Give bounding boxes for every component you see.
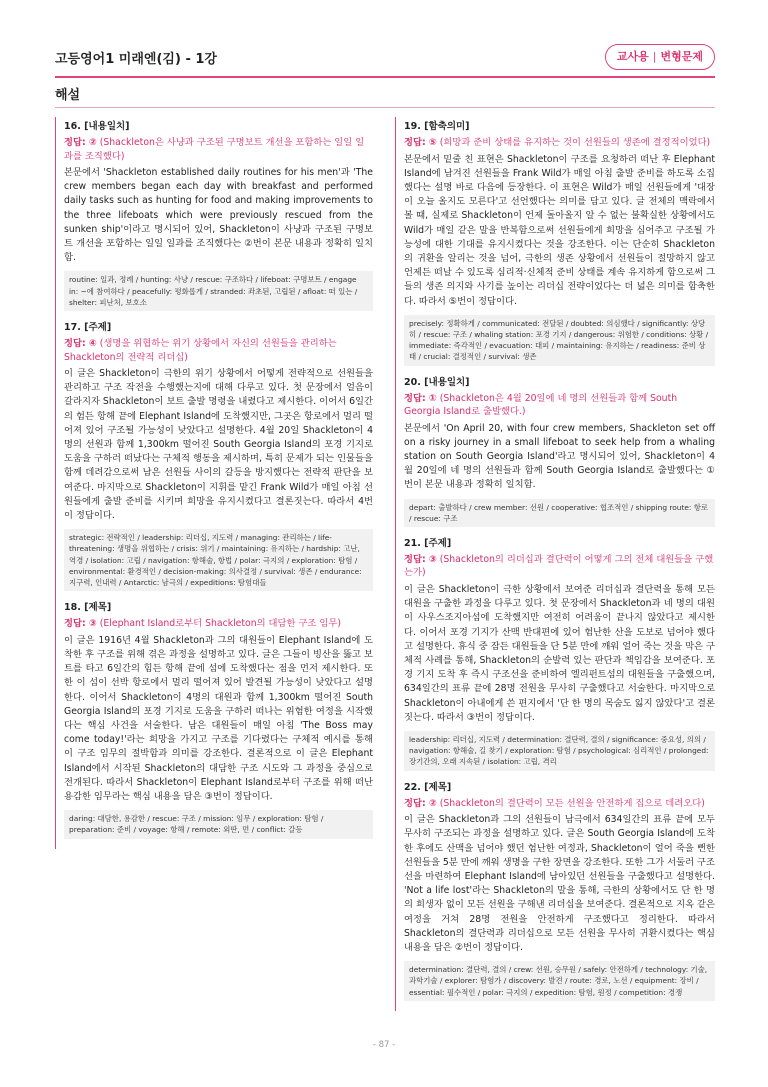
vocabulary-box: depart: 출발하다 / crew member: 선원 / cooperative: 협조적인 / shipping route: 항로 / rescue: 구조 bbox=[404, 499, 715, 527]
question-22 bbox=[404, 781, 715, 1001]
edition-badge bbox=[605, 44, 715, 70]
section-divider bbox=[55, 107, 715, 108]
answer-label: 정답: ③ bbox=[404, 553, 437, 565]
document-title: 고등영어1 미래엔(김) - 1강 bbox=[55, 52, 217, 67]
explanation-text: 이 글은 1916년 4월 Shackleton과 그의 대원들이 Elephant Island에 도착한 후 구조를 위해 겪은 과정을 설명하고 있다. 글은 그들이 빙산을 뚫고 보트를 타고 6일간의 힘든 항해 끝에 섬에 도착했다는 점을 먼저 제시한다. 또한 이 섬이 선박 항로에서 멀리 떨어져 있어 발견될 가능성이 낮았다고 설명한다. 이어서 Shackleton이 4명의 대원과 함께 1,300km 떨어진 South Georgia Island의 포경 기지로 도움을 구하러 떠나는 위험한 여정을 시작했다는 핵심 사건을 서술한다. 남은 대원들이 매일 아침 'The Boss may come today!'라는 희망을 가지고 구조를 기다렸다는 구체적 예시를 통해 이 구조 임무의 절박함과 의미를 강조한다. 결론적으로 이 글은 Elephant Island에서 시작된 Shackleton의 대담한 구조 시도와 그 과정을 중심으로 전개된다. 따라서 Shackleton이 Elephant Island로부터 구조를 위해 떠난 용감한 임무라는 핵심 내용을 담은 ③번이 정답이다. bbox=[64, 634, 373, 803]
header-divider bbox=[55, 76, 715, 78]
explanation-text: 이 글은 Shackleton이 극한 상황에서 보여준 리더십과 결단력을 통해 모든 대원을 구출한 과정을 다루고 있다. 첫 문장에서 Shackleton과 네 명의 대원이 사우스조지아섬에 도착했지만 여전히 어려움이 끝나지 않았다고 제시한다. 이어서 포경 기지가 산맥 반대편에 있어 험난한 산을 도보로 넘어야 했다고 설명한다. 휴식 중 잠든 대원들을 단 5분 만에 깨워 얼어 죽는 것을 막은 구체적 사례를 통해, Shackleton의 순발력 있는 판단과 책임감을 보여준다. 포경 기지 도착 후 즉시 구조선을 준비하여 엘리펀트섬의 대원들을 구출했으며, 634일간의 표류 끝에 28명 전원을 무사히 구출했다고 서술한다. 마지막으로 Shackleton이 아내에게 쓴 편지에서 '단 한 명의 목숨도 잃지 않았다'고 결론짓는다. 따라서 ③번이 정답이다. bbox=[404, 583, 715, 723]
answer-line bbox=[64, 136, 373, 163]
answer-line bbox=[64, 617, 373, 631]
question-title: 22. [제목] bbox=[404, 781, 452, 793]
badge-separator: | bbox=[652, 50, 657, 63]
answer-text: (희망과 준비 상태를 유지하는 것이 선원들의 생존에 결정적이었다) bbox=[439, 137, 711, 148]
question-21 bbox=[404, 537, 715, 771]
answer-line bbox=[404, 136, 715, 150]
question-19 bbox=[404, 120, 715, 366]
answer-text: (Shackleton의 결단력이 모든 선원을 안전하게 집으로 데려오다) bbox=[439, 797, 705, 809]
section-title: 해설 bbox=[55, 88, 81, 103]
answer-text: (Elephant Island로부터 Shackleton의 대담한 구조 임무) bbox=[99, 618, 341, 630]
explanation-text: 본문에서 밑줄 친 표현은 Shackleton이 구조를 요청하러 떠난 후 Elephant Island에 남겨진 선원들을 Frank Wild가 매일 아침 출발 준비를 하도록 소집했다는 설명 바로 다음에 등장한다. 이 표현은 Wild가 매일 선원들에게 '대장이 오늘 올지도 모른다'고 선언했다는 의미를 담고 있다. 글 전체의 맥락에서 볼 때, 실제로 Shackleton이 언제 돌아올지 알 수 없는 불확실한 상황에서도 Wild가 매일 같은 말을 반복함으로써 선원들에게 희망을 심어주고 구조될 가능성에 대한 기대를 유지시켰다는 것을 강조한다. 이는 단순히 Shackleton의 귀환을 알리는 것을 넘어, 극한의 생존 상황에서 선원들이 절망하지 않고 언제든 떠날 수 있도록 심리적·신체적 준비 상태를 계속 유지하게 함으로써 그들의 생존 의지와 사기를 높이는 리더십 전략이었다는 더 넓은 의미를 함축한다. 따라서 ⑤번이 정답이다. bbox=[404, 153, 715, 307]
question-title: 18. [제목] bbox=[64, 602, 112, 614]
left-column bbox=[55, 117, 373, 849]
vocabulary-box: precisely: 정확하게 / communicated: 전달된 / doubted: 의심했다 / significantly: 상당히 / rescue: 구조 / whaling station: 포경 기지 / dangerous: 위험한 / conditions: 상황 / immediate: 즉각적인 / evacuation: 대피 / maintaining: 유지하는 / readiness: 준비 상태 / crucial: 결정적인 / survival: 생존 bbox=[404, 315, 715, 366]
answer-label: 정답: ③ bbox=[64, 618, 97, 630]
vocabulary-box: leadership: 리더십, 지도력 / determination: 결단력, 결의 / significance: 중요성, 의의 / navigation: 항해술, 길 찾기 / exploration: 탐험 / psychological: 심리적인 / prolonged: 장기간의, 오래 지속된 / isolation: 고립, 격리 bbox=[404, 731, 715, 771]
question-title: 19. [함축의미] bbox=[404, 121, 470, 132]
question-18 bbox=[64, 601, 373, 838]
answer-label: 정답: ⑤ bbox=[404, 137, 437, 148]
vocabulary-box: daring: 대담한, 용감한 / rescue: 구조 / mission: 임무 / exploration: 탐험 / preparation: 준비 / voyage: 항해 / remote: 외딴, 먼 / conflict: 갈등 bbox=[64, 810, 373, 838]
explanation-text: 본문에서 'Shackleton established daily routines for his men'과 'The crew members began each day with breakfast and performed daily tasks such as hunting for food and making improvements to the three lifeboats which were previously rescued from the sunken ship'이라고 명시되어 있어, Shackleton이 사냥과 구조된 구명보트 개선을 포함하는 일일 일과를 조직했다는 ②번이 본문 내용과 정확히 일치함. bbox=[64, 167, 373, 264]
vocabulary-box: strategic: 전략적인 / leadership: 리더십, 지도력 / managing: 관리하는 / life-threatening: 생명을 위협하는 / crisis: 위기 / maintaining: 유지하는 / hardship: 고난, 역경 / isolation: 고립 / navigation: 항해술, 항법 / polar: 극지의 / exploration: 탐험 / environmental: 환경적인 / decision-making: 의사결정 / survival: 생존 / endurance: 지구력, 인내력 / Antarctic: 남극의 / expeditions: 탐험대들 bbox=[64, 529, 373, 591]
answer-label: 정답: ④ bbox=[64, 338, 97, 350]
explanation-text: 이 글은 Shackleton이 극한의 위기 상황에서 어떻게 전략적으로 선원들을 관리하고 구조 작전을 수행했는지에 대해 다루고 있다. 첫 문장에서 얼음이 갈라지자 Shackleton이 보트 출발 명령을 내렸다고 제시한다. 이어서 6일간의 험든 항해 끝에 Elephant Island에 도착했지만, 그곳은 항로에서 멀리 떨어져 있어 구조될 가능성이 낮았다고 설명한다. 4월 20일 Shackleton이 4명의 선원과 함께 1,300km 떨어진 South Georgia Island의 포경 기지로 도움을 구하러 떠났다는 구체적 행동을 제시하며, 특히 문제가 되는 인물들을 함께 데려감으로써 남은 선원들 사이의 갈등을 방지했다는 전략적 판단을 보여준다. 마지막으로 Shackleton이 지휘를 맡긴 Frank Wild가 매일 아침 선원들에게 출발 준비를 시키며 희망을 유지시켰다고 결론짓는다. 따라서 4번이 정답이다. bbox=[64, 368, 373, 522]
badge-teacher-label: 교사용 bbox=[616, 50, 649, 63]
question-16 bbox=[64, 120, 373, 311]
explanation-text: 이 글은 Shackleton과 그의 선원들이 남극에서 634일간의 표류 끝에 모두 무사히 구조되는 과정을 설명하고 있다. 글은 South Georgia Island에 도착한 후에도 산맥을 넘어야 했던 험난한 여정과, Shackleton이 얼어 죽을 뻔한 선원들을 5분 만에 깨워 생명을 구한 장면을 강조한다. 또한 그가 서둘러 구조선을 마련하여 Elephant Island에 남아있던 선원들을 구출했다고 설명한다. 'Not a life lost'라는 Shackleton의 말을 통해, 극한의 상황에서도 단 한 명의 희생자 없이 모든 선원을 구해낸 리더십을 보여준다. 결론적으로 지옥 같은 여정을 거쳐 28명 전원을 안전하게 구조했다고 정리한다. 따라서 Shackleton의 결단력과 리더십으로 모든 선원을 무사히 귀환시켰다는 핵심 내용을 담은 ②번이 정답이다. bbox=[404, 814, 715, 953]
answer-text: (Shackleton의 리더십과 결단력이 어떻게 그의 전체 대원들을 구했는가) bbox=[404, 553, 714, 579]
question-20 bbox=[404, 376, 715, 527]
question-title: 16. [내용일치] bbox=[64, 121, 130, 132]
page-number: - 87 - bbox=[372, 1040, 396, 1050]
explanation-text: 본문에서 'On April 20, with four crew members, Shackleton set off on a risky journey in a small lifeboat to seek help from a whaling station on South Georgia Island'라고 명시되어 있어, Shackleton이 4월 20일에 네 명의 선원들과 함께 South Georgia Island로 출발했다는 ①번이 본문 내용과 정확히 일치함. bbox=[404, 422, 715, 491]
answer-line bbox=[64, 337, 373, 364]
badge-type-label: 변형문제 bbox=[660, 50, 703, 63]
answer-label: 정답: ② bbox=[64, 137, 97, 148]
answer-line bbox=[404, 797, 715, 811]
question-title: 17. [주제] bbox=[64, 322, 112, 334]
answer-text: (Shackleton은 4월 20일에 네 명의 선원들과 함께 South Georgia Island로 출발했다.) bbox=[404, 392, 678, 418]
answer-text: (Shackleton은 사냥과 구조된 구명보트 개선을 포함하는 일일 일과를 조직했다) bbox=[64, 137, 365, 162]
page-header bbox=[55, 44, 715, 74]
question-17 bbox=[64, 321, 373, 591]
vocabulary-box: routine: 일과, 정례 / hunting: 사냥 / rescue: 구조하다 / lifeboat: 구명보트 / engage in: ~에 참여하다 / peacefully: 평화롭게 / stranded: 좌초된, 고립된 / afloat: 떠 있는 / shelter: 피난처, 보호소 bbox=[64, 271, 373, 311]
answer-line bbox=[404, 392, 715, 419]
answer-label: 정답: ① bbox=[404, 392, 437, 404]
question-title: 20. [내용일치] bbox=[404, 376, 470, 388]
vocabulary-box: determination: 결단력, 결의 / crew: 선원, 승무원 / safely: 안전하게 / technology: 기술, 과학기술 / explorer: 탐험가 / discovery: 발견 / route: 경로, 노선 / equipment: 장비 / essential: 필수적인 / polar: 극지의 / expedition: 탐험, 원정 / competition: 경쟁 bbox=[404, 961, 715, 1001]
answer-line bbox=[404, 553, 715, 580]
right-column bbox=[395, 117, 715, 1011]
answer-label: 정답: ② bbox=[404, 797, 437, 809]
question-title: 21. [주제] bbox=[404, 537, 452, 549]
answer-text: (생명을 위협하는 위기 상황에서 자신의 선원들을 관리하는 Shackleton의 전략적 리더십) bbox=[64, 338, 337, 363]
